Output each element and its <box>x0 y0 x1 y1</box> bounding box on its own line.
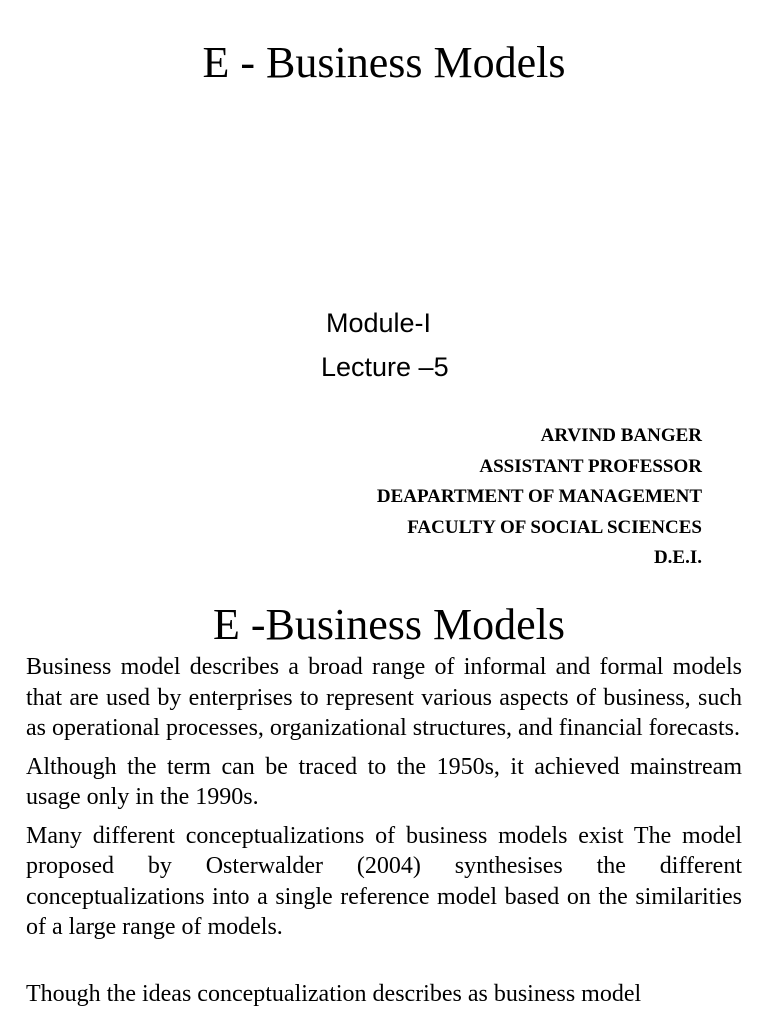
module-label: Module-I <box>326 308 432 338</box>
paragraph-cut-off: Though the ideas conceptualization describes as business model <box>26 980 642 1007</box>
author-name: ARVIND BANGER <box>540 425 702 446</box>
author-institute: D.E.I. <box>653 547 702 568</box>
author-position: ASSISTANT PROFESSOR <box>479 455 702 477</box>
body-text <box>26 652 742 1017</box>
author-block <box>377 421 702 574</box>
author-faculty: FACULTY OF SOCIAL SCIENCES <box>407 516 702 538</box>
slide-title: E - Business Models <box>202 38 566 87</box>
lecture-label: Lecture –5 <box>321 352 449 382</box>
paragraph: Many different conceptualizations of business models exist The model proposed by Osterwalder (2004) synthesises the different conceptualizations into a single reference model based on the similarities of a large range of models. <box>26 822 742 940</box>
paragraph: Business model describes a broad range of informal and formal models that are used by enterprises to represent various aspects of business, such as operational processes, organizational structures, and financial forecasts. <box>26 654 742 741</box>
section-title: E -Business Models <box>213 600 565 649</box>
author-department: DEAPARTMENT OF MANAGEMENT <box>376 486 702 507</box>
paragraph: Although the term can be traced to the 1950s, it achieved mainstream usage only in the 1990s. <box>26 753 742 810</box>
